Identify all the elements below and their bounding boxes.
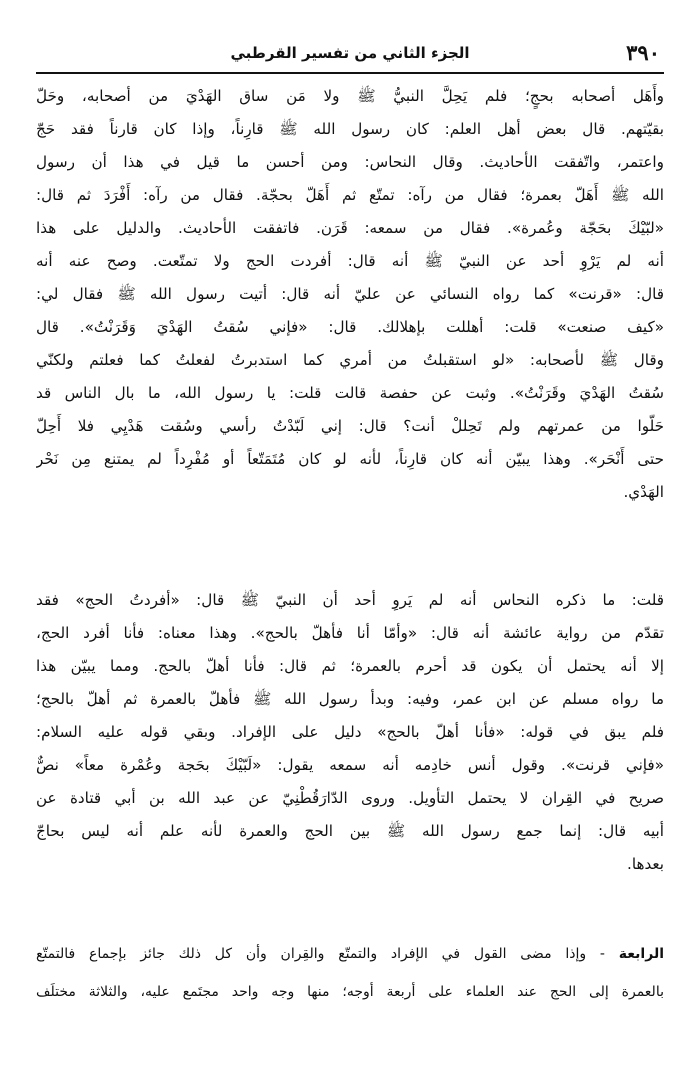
- text-line: أبيه قال: إنما جمع رسول الله ﷺ بين الحج والعمرة لأنه علم أنه ليس بحاجّ: [36, 822, 664, 840]
- text-line: ما رواه مسلم عن ابن عمر، وفيه: وبدأ رسول الله ﷺ فأهلّ بالعمرة ثم أهلّ بالحج؛: [36, 690, 664, 708]
- page-number: ٣٩٠: [626, 40, 660, 65]
- text-line: بعدها.: [627, 855, 664, 873]
- text-line: بالعمرة إلى الحج عند العلماء على أربعة أوجه؛ منها وجه واحد مجتَمع عليه، والثلاثة مختلَف: [36, 984, 664, 1000]
- paragraph-2: [36, 584, 664, 881]
- text-line: قلت: ما ذكره النحاس أنه لم يَروِ أحد أن النبيّ ﷺ قال: «أفردتُ الحج» فقد: [36, 591, 664, 609]
- text-line: صريح في القِران لا يحتمل التأويل. وروى الدّارَقُطْنِيّ عن عبد الله بن أبي قتادة عن: [36, 789, 664, 807]
- text-line: سُقتُ الهَدْيَ وقَرَنْتُ». وثبت عن حفصة قالت قلت: يا رسول الله، ما بال الناس قد: [36, 384, 664, 402]
- text-line: «لبّيْكَ بحَجّة وعُمرة». فقال من سمعه: قَرَن. فاتفقت الأحاديث. والدليل على هذا: [36, 219, 664, 237]
- page-header: [36, 38, 664, 74]
- section-lead-word: الرابعة: [618, 946, 664, 962]
- text-line: وأَهَل أصحابه بحجٍ؛ فلم يَحِلَّ النبيُّ ﷺ ولا مَن ساق الهَدْيَ من أصحابه، وحَلّ: [36, 87, 664, 105]
- text-line: [36, 935, 664, 973]
- text-line: «كيف صنعت» قلت: أهللت بإهلالك. قال: «فإني سُقتُ الهَدْيَ وَقَرَنْتُ». قال: [36, 318, 664, 336]
- text-line: أنه لم يَرْوِ أحد عن النبيّ ﷺ أنه قال: أفردت الحج ولا تمتّعت. وصح عنه أنه: [36, 252, 664, 270]
- text-line-rest: - وإذا مضى القول في الإفراد والتمتّع والقِران وأن كل ذلك جائز بإجماع فالتمتّع: [36, 946, 605, 962]
- text-line: بقيّتهم. قال بعض أهل العلم: كان رسول الله ﷺ قارِناً، وإذا كان قارناً فقد حَجّ: [36, 120, 664, 138]
- text-line: واعتمر، واتّفقت الأحاديث. وقال النحاس: ومن أحسن ما قيل في هذا أن رسول: [36, 153, 664, 171]
- text-line: تقدّم من رواية عائشة أنه قال: «وأمّا أنا فأهلّ بالحج». وهذا معناه: فأنا أفرد الحج،: [36, 624, 664, 642]
- text-line: حَلّوا من عمرتهم ولم تَحِللْ أنت؟ قال: إني لَبّدْتُ رأسي وسُقت هَدْيِي فلا أَحِلّ: [36, 417, 664, 435]
- paragraph-3: [36, 935, 664, 1011]
- paragraph-1: [36, 80, 664, 509]
- text-line: وقال ﷺ لأصحابه: «لو استقبلتُ من أمري كما استدبرتُ لفعلتُ كما فعلتم ولكنّي: [36, 351, 664, 369]
- text-line: الله ﷺ أَهَلّ بعمرة؛ فقال من رآه: تمتّع ثم أَهَلّ بحجّة. فقال من رآه: أَفْرَدَ ثم قال:: [36, 186, 664, 204]
- running-title: الجزء الثاني من تفسير القرطبي: [230, 44, 470, 62]
- text-line: قال: «قرنت» كما رواه النسائي عن عليّ أنه قال: أتيت رسول الله ﷺ فقال لي:: [36, 285, 664, 303]
- text-line: حتى أَنْحَر». وهذا يبيّن أنه كان قارِناً، لأنه لو كان مُتَمَتّعاً أو مُفْرِداً لم يمتنع مِن نَحْر: [36, 450, 664, 468]
- text-line: الهَدْي.: [623, 483, 664, 501]
- text-line: فلم يبق في قوله: «فأنا أهلّ بالحج» دليل على الإفراد. وبقي قوله عليه السلام:: [36, 723, 664, 741]
- text-line: إلا أنه يحتمل أن يكون قد أحرم بالعمرة؛ ثم قال: فأنا أهلّ بالحج. ومما يبيّن هذا: [36, 657, 664, 675]
- text-line: «فإني قرنت». وقول أنس خادِمه أنه سمعه يقول: «لَبّيْكَ بحَجة وعُمْرة معاً» نصٌّ: [36, 756, 664, 774]
